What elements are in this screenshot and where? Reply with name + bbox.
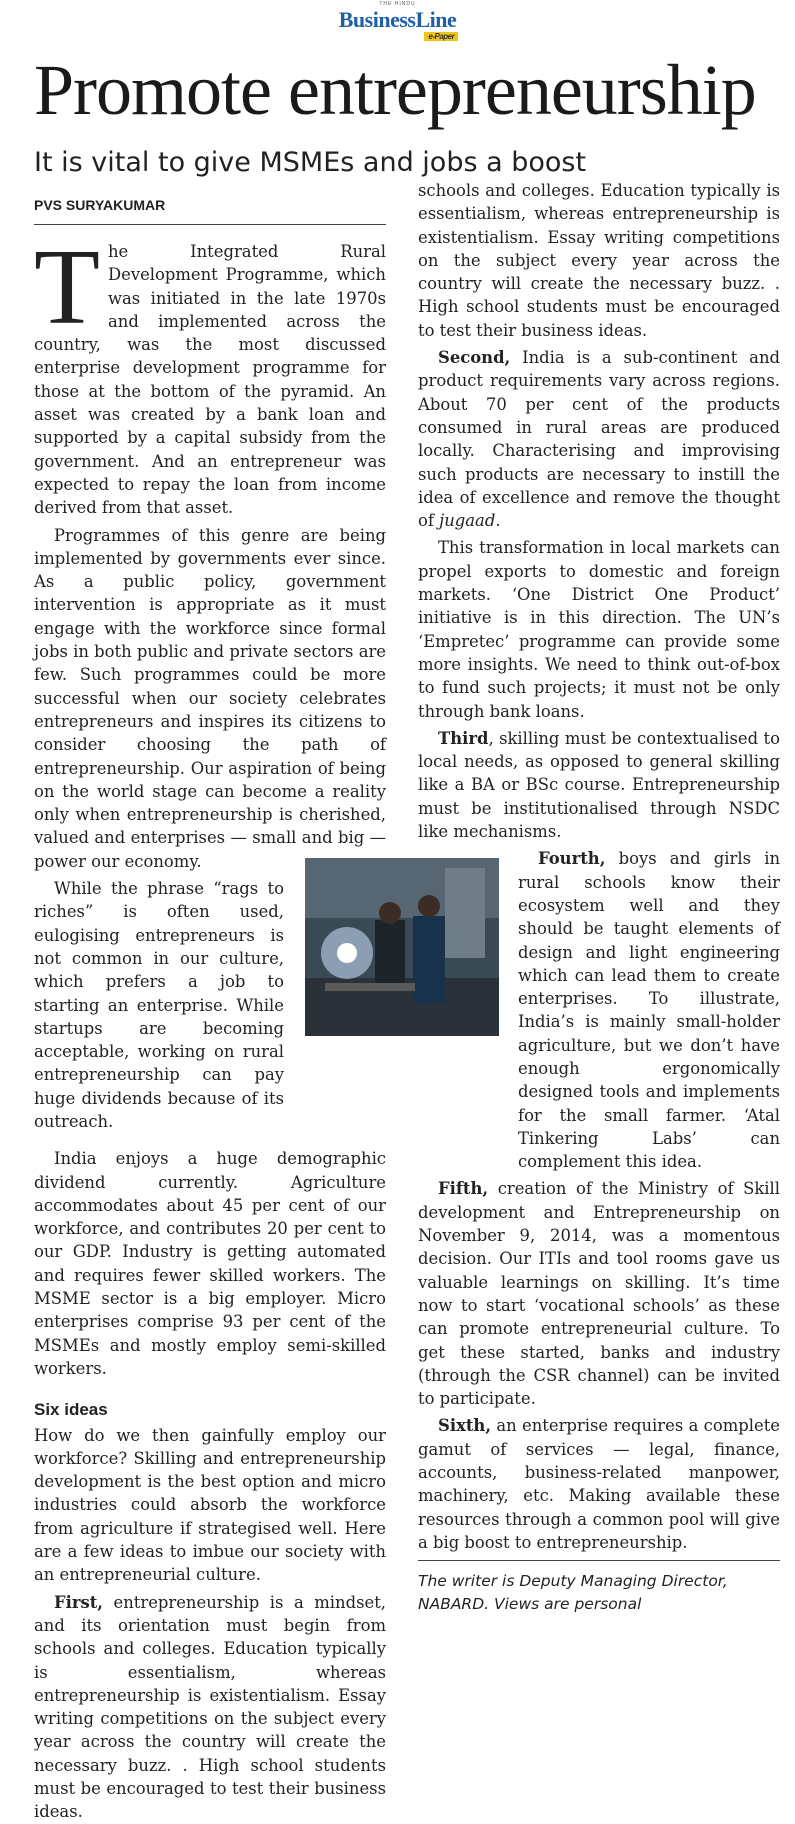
article-subheadline: It is vital to give MSMEs and jobs a boost xyxy=(34,147,587,178)
paragraph-rags-to-riches xyxy=(34,877,284,1133)
third-idea-text: , skilling must be contextualised to local needs, as opposed to general skilling like a BA or BSc course. Entrepreneurship must be institutionalised through NSDC like mechanisms. xyxy=(418,728,780,842)
paragraph-demographic-text: India enjoys a huge demographic dividend currently. Agriculture accommodates about 45 per cent of our workforce, and contributes 20 per cent to our GDP. Industry is getting automated and requires fewer skilled workers. The MSME sector is a big employer. Micro enterprises comprise 93 per cent of the MSMEs and mostly employ semi-skilled workers. xyxy=(34,1149,386,1378)
fifth-label: Fifth, xyxy=(438,1179,489,1199)
sixth-label: Sixth, xyxy=(438,1416,492,1436)
logo-text: BusinessLine xyxy=(338,7,457,32)
paragraph-first-idea xyxy=(34,1591,386,1824)
masthead xyxy=(0,0,795,41)
paragraph-sixth-idea xyxy=(418,1414,780,1554)
businessline-logo xyxy=(338,7,457,41)
fourth-idea-text: boys and girls in rural schools know their ecosystem well and they should be taught elements of design and light engineering which can lead them to create enterprises. To illustrate, India’s is mainly small-holder agriculture, but we don’t have enough ergonomically designed tools and implements for the small farmer. ‘Atal Tinkering Labs’ can complement this idea. xyxy=(518,849,780,1172)
credit-rule xyxy=(418,1560,780,1561)
first-idea-continued-text: schools and colleges. Education typically is essentialism, whereas entrepreneurship is existentialism. Essay writing competitions on the subject every year across the country will create the necessary buzz. . High school students must be encouraged to test their business ideas. xyxy=(418,181,780,340)
fifth-idea-text: creation of the Ministry of Skill development and Entrepreneurship on November 9, 2014, was a momentous decision. Our ITIs and tool rooms gave us valuable learnings on skilling. It’s time now to start ‘vocational schools’ as these can promote entrepreneurial culture. To get these started, banks and industry (through the CSR channel) can be invited to participate. xyxy=(418,1179,780,1409)
paragraph-fifth-idea xyxy=(418,1177,780,1410)
paragraph-rags-to-riches-text: While the phrase “rags to riches” is often used, eulogising entrepreneurs is not common in our culture, which prefers a job to starting an enterprise. While startups are becoming acceptable, working on rural entrepreneurship can pay huge dividends because of its outreach. xyxy=(34,879,284,1131)
fourth-label: Fourth, xyxy=(538,849,606,869)
paragraph-transformation-text: This transformation in local markets can propel exports to domestic and foreign markets. ‘One District One Product’ initiative is in this direction. The UN’s ‘Empretec’ programme can provide some more insights. We need to think out-of-box to fund such projects; it must not be only through bank loans. xyxy=(418,538,780,721)
drop-cap: T xyxy=(34,228,100,347)
paragraph-six-ideas xyxy=(34,1424,386,1587)
second-idea-italic: jugaad. xyxy=(439,511,501,531)
paragraph-fourth-idea xyxy=(518,847,780,1173)
paragraph-programmes xyxy=(34,524,386,873)
second-label: Second, xyxy=(438,348,511,368)
author-credit: The writer is Deputy Managing Director, NABARD. Views are personal xyxy=(418,1572,728,1613)
third-label: Third xyxy=(438,728,489,748)
article-headline: Promote entrepreneurship xyxy=(34,50,756,130)
paragraph-demographic xyxy=(34,1147,386,1380)
second-idea-text: India is a sub-continent and product requirements vary across regions. About 70 per cent of the products consumed in rural areas are produced locally. Characterising and improvising such products are necessary to instill the idea of excellence and remove the thought of xyxy=(418,348,780,531)
paragraph-third-idea xyxy=(418,727,780,843)
paragraph-six-ideas-text: How do we then gainfully employ our workforce? Skilling and entrepreneurship development is the best option and micro industries could absorb the workforce from agriculture if strategised well. Here are a few ideas to imbue our society with an entrepreneurial culture. xyxy=(34,1425,386,1585)
section-heading: Six ideas xyxy=(34,1400,108,1420)
byline-rule xyxy=(34,224,386,225)
paragraph-intro xyxy=(34,228,386,520)
first-idea-text: entrepreneurship is a mindset, and its orientation must begin from schools and colleges. Education typically is essentialism, whereas entrepreneurship is existentialism. Essay writing competitions on the subject every year across the country will create the necessary buzz. . High school students must be encouraged to test their business ideas. xyxy=(34,1592,386,1822)
masthead-small-text: THE HINDU xyxy=(379,1,416,7)
epaper-badge: e-Paper xyxy=(424,32,458,41)
paragraph-intro-text: he Integrated Rural Development Programme, which was initiated in the late 1970s and implemented across the country, was the most discussed enterprise development programme for those at the bottom of the pyramid. An asset was created by a bank loan and supported by a capital subsidy from the government. And an entrepreneur was expected to repay the loan from income derived from that asset. xyxy=(34,242,386,518)
sixth-idea-text: an enterprise requires a complete gamut of services — legal, finance, accounts, business-related manpower, machinery, etc. Making available these resources through a common pool will give a big boost to entrepreneurship. xyxy=(418,1416,780,1552)
paragraph-second-idea xyxy=(418,346,780,532)
first-label: First, xyxy=(54,1592,104,1612)
paragraph-transformation xyxy=(418,536,780,722)
article-column-right xyxy=(418,179,780,1554)
paragraph-programmes-text: Programmes of this genre are being implemented by governments ever since. As a public policy, government intervention is appropriate as it must engage with the workforce since formal jobs in both public and private sectors are few. Such programmes could be more successful when our society celebrates entrepreneurs and inspires its citizens to consider choosing the path of entrepreneurship. Our aspiration of being on the world stage can become a reality only when entrepreneurship is cherished, valued and enterprises — small and big — power our economy. xyxy=(34,525,386,871)
paragraph-first-idea-continued xyxy=(418,179,780,342)
article-byline: PVS SURYAKUMAR xyxy=(34,197,166,213)
